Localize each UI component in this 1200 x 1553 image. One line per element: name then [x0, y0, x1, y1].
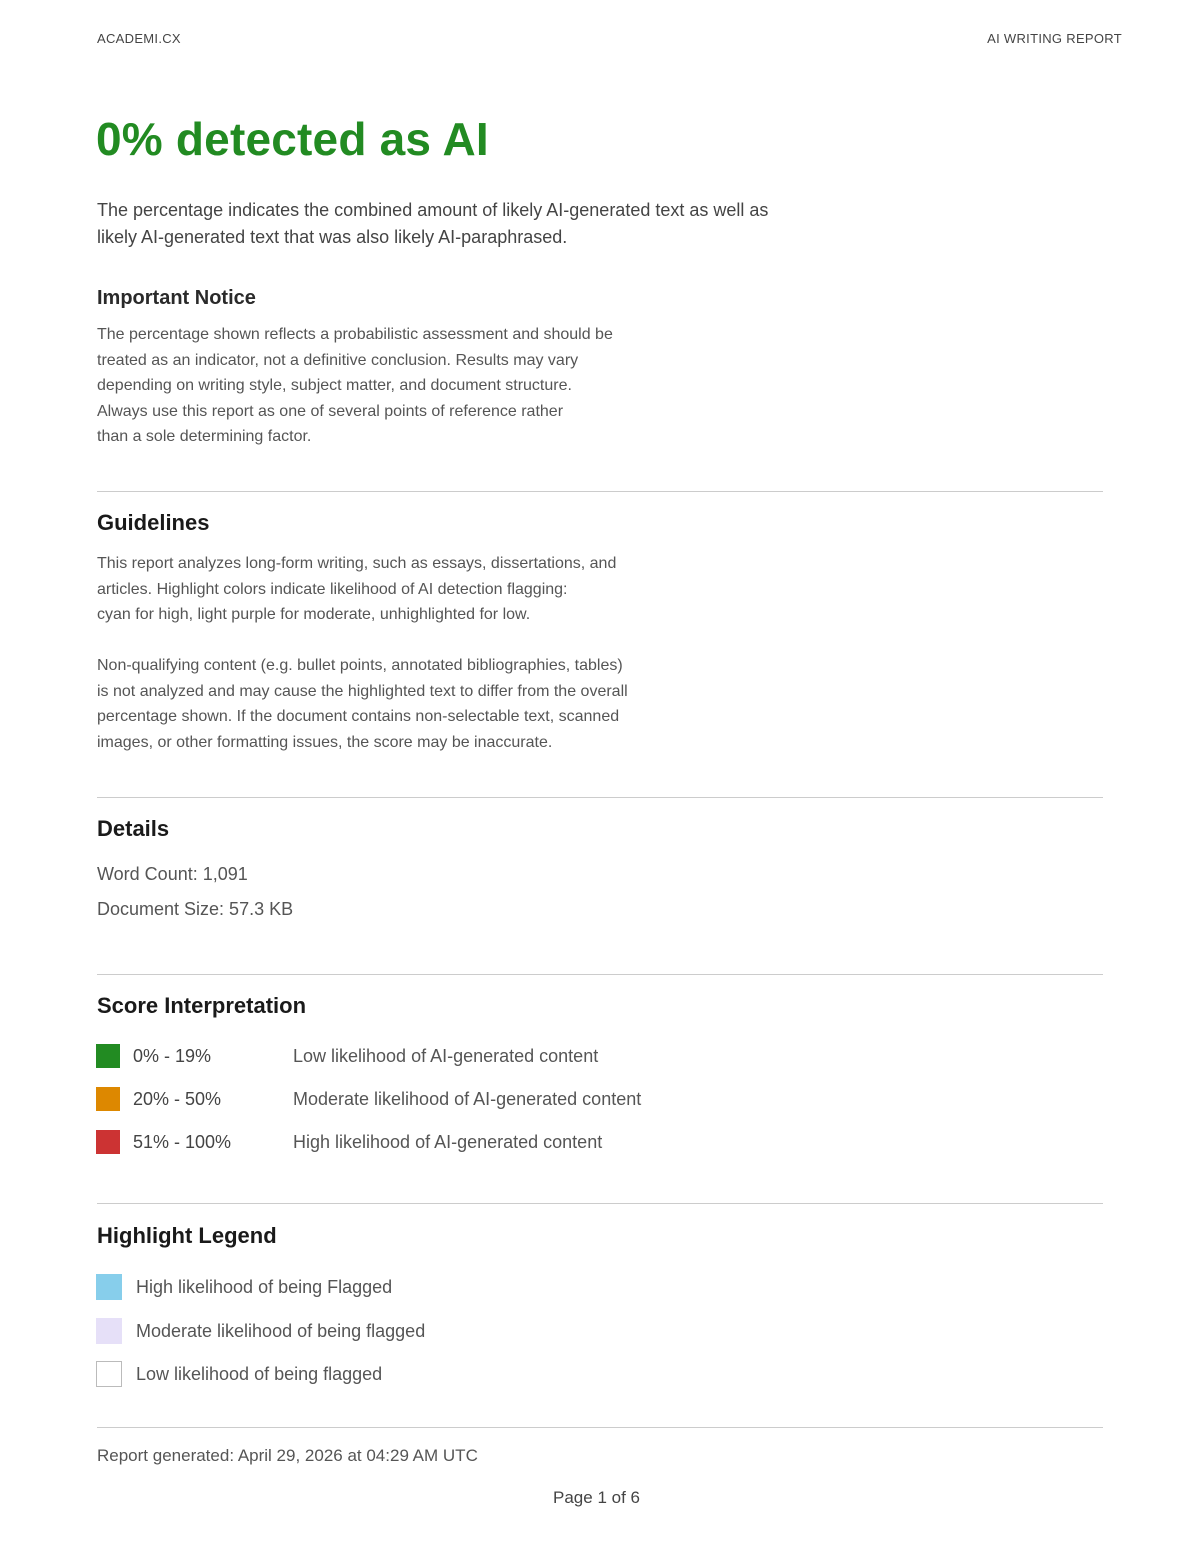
notice-line: than a sole determining factor. [97, 428, 312, 446]
score-row-low [96, 1044, 599, 1068]
running-header [97, 31, 1122, 46]
score-row-moderate [96, 1087, 642, 1111]
red-swatch [96, 1130, 120, 1154]
section-divider [97, 797, 1103, 798]
green-swatch [96, 1044, 120, 1068]
score-interpretation-title: Score Interpretation [97, 993, 307, 1018]
guidelines-line: is not analyzed and may cause the highlighted text to differ from the overall [97, 682, 628, 700]
legend-label: Moderate likelihood of being flagged [136, 1320, 426, 1341]
section-divider [97, 1203, 1103, 1204]
report-type: AI WRITING REPORT [987, 31, 1122, 46]
guidelines-paragraph-1 [97, 551, 616, 628]
highlight-legend-title: Highlight Legend [97, 1223, 277, 1248]
brand-name: ACADEMI.CX [97, 31, 181, 46]
orange-swatch [96, 1087, 120, 1111]
report-generated-timestamp: Report generated: April 29, 2026 at 04:29 AM UTC [97, 1446, 478, 1465]
details-title: Details [97, 816, 170, 841]
notice-line: The percentage shown reflects a probabilistic assessment and should be [97, 326, 613, 343]
notice-line: depending on writing style, subject matter, and document structure. [97, 377, 572, 395]
guidelines-title: Guidelines [97, 510, 210, 535]
legend-label: High likelihood of being Flagged [136, 1276, 393, 1297]
light-purple-swatch [96, 1318, 122, 1344]
score-description: Moderate likelihood of AI-generated content [293, 1088, 642, 1109]
ai-score-headline: 0% detected as AI [96, 113, 489, 165]
section-divider [97, 974, 1103, 975]
intro-paragraph: The percentage indicates the combined amount of likely AI-generated text as well as likely AI-generated text that was also likely AI-paraphrased. [97, 200, 769, 247]
legend-label: Low likelihood of being flagged [136, 1363, 383, 1384]
unhighlighted-swatch [96, 1361, 122, 1387]
guidelines-line: cyan for high, light purple for moderate, unhighlighted for low. [97, 606, 531, 624]
document-size: Document Size: 57.3 KB [97, 899, 294, 919]
score-range: 0% - 19% [133, 1045, 212, 1066]
guidelines-paragraph-2 [97, 653, 628, 755]
section-divider [97, 1427, 1103, 1428]
page-number: Page 1 of 6 [553, 1488, 640, 1507]
cyan-swatch [96, 1274, 122, 1300]
legend-row-low [96, 1361, 382, 1387]
notice-line: treated as an indicator, not a definitive conclusion. Results may vary [97, 351, 579, 369]
score-range: 20% - 50% [133, 1088, 222, 1109]
legend-row-high [96, 1274, 392, 1300]
score-description: Low likelihood of AI-generated content [293, 1045, 599, 1066]
score-description: High likelihood of AI-generated content [293, 1131, 603, 1152]
notice-line: Always use this report as one of several points of reference rather [97, 402, 564, 420]
important-notice-title: Important Notice [97, 287, 256, 309]
guidelines-line: This report analyzes long-form writing, such as essays, dissertations, and [97, 555, 617, 572]
score-range: 51% - 100% [133, 1131, 232, 1152]
word-count: Word Count: 1,091 [97, 864, 248, 884]
important-notice-text [97, 322, 613, 450]
guidelines-line: percentage shown. If the document contains non-selectable text, scanned [97, 708, 620, 726]
guidelines-line: images, or other formatting issues, the score may be inaccurate. [97, 733, 553, 751]
section-divider [97, 491, 1103, 492]
guidelines-line: Non-qualifying content (e.g. bullet points, annotated bibliographies, tables) [97, 657, 623, 674]
score-row-high [96, 1130, 603, 1154]
legend-row-moderate [96, 1318, 425, 1344]
guidelines-line: articles. Highlight colors indicate likelihood of AI detection flagging: [97, 580, 568, 598]
